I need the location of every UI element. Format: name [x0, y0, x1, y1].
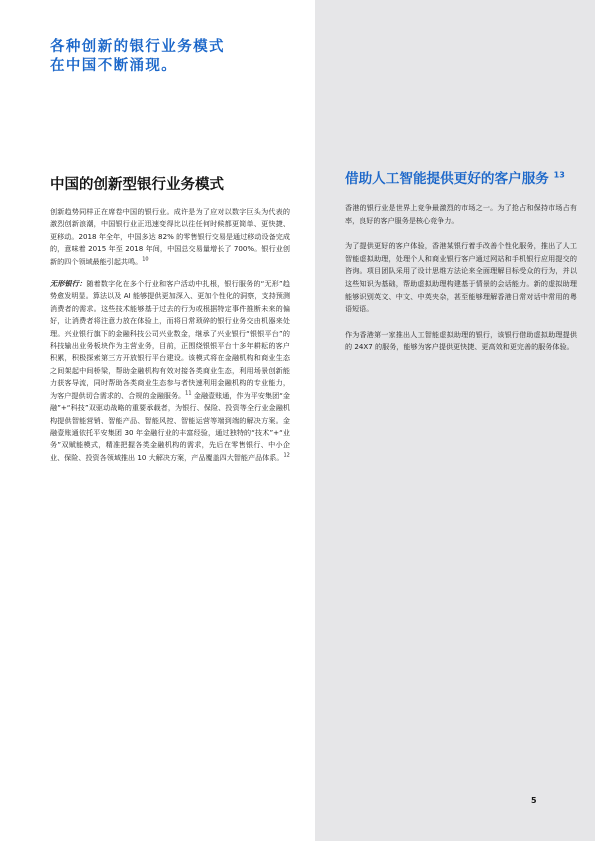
left-column [50, 176, 290, 464]
intro-text: 创新趋势同样正在席卷中国的银行业。成许是为了应对以数字巨头为代表的激烈创新浪潮，中国银行业正迅速变得比以往任何时候都更简单、更快捷、更移动。2018 年全年，中国多达 82% 的零售银行交易是通过移动设备完成的，意味着 2015 年至 2018 年间，中国总交易量增长了 700%。银行业创新的四个领域最能引起共鸣。 [50, 207, 290, 266]
page-number: 5 [531, 796, 537, 805]
sidebar-title [345, 170, 577, 188]
footnote-ref: 12 [283, 452, 290, 459]
page-headline [50, 38, 300, 76]
paragraph-text: 随着数字化在多个行业和客户活动中扎根，银行服务的“无形”趋势愈发明显。算法以及 AI 能够提供更加深入、更加个性化的洞察，支持预测消费者的需求。这些技术能够基于过去的行为或根据特定事件推断未来的偏好，让消费者将注意力放在体验上，而将日常琐碎的银行业务交由机器来处理。兴业银行旗下的金融科技公司兴业数金，继承了兴业银行“银银平台”的科技输出业务板块作为主营业务，目前，正围绕银银平台十多年耕耘的客户积累，积极探索第三方开放银行平台建设。该模式将在金融机构和商业生态之间架起中间桥梁，帮助金融机构有效对接各类商业生态，利用场景创新能力获客导流，同时帮助各类商业生态参与者快速利用金融机构的专业能力，为客户提供切合需求的、合规的金融服务。 [50, 279, 290, 400]
sidebar-title-text: 借助人工智能提供更好的客户服务 [345, 171, 549, 187]
section-title: 中国的创新型银行业务模式 [50, 177, 224, 193]
headline-line-1: 各种创新的银行业务模式 [50, 39, 225, 55]
footnote-ref: 10 [142, 256, 149, 263]
footnote-ref: 11 [185, 390, 192, 397]
paragraph-lead: 无形银行： [50, 279, 87, 289]
paragraph-text-continued: 金融壹账通，作为平安集团“金融”+“科技”双驱动战略的重要承载者，为银行、保险、投资等全行业金融机构提供智能营销、智能产品、智能风控、智能运营等端到端的解决方案。金融壹账通依托平安集团 30 年金融行业的丰富经验，通过独特的“技术”+“业务”双赋能模式，精准把握各类金融机构的需求，先后在零售银行、中小企业、保险、投资各领域推出 10 大解决方案，产品覆盖四大智能产品体系。 [50, 390, 290, 462]
intro-paragraph [50, 206, 290, 268]
invisible-banking-paragraph [50, 278, 290, 464]
sidebar-paragraph-3: 作为香港第一家推出人工智能虚拟助理的银行，该银行借助虚拟助理提供的 24X7 的服务，能够为客户提供更快捷、更高效和更完善的服务体验。 [345, 329, 577, 352]
footnote-ref: 13 [553, 170, 565, 180]
sidebar-paragraph-1: 香港的银行业是世界上竞争最激烈的市场之一。为了抢占和保持市场占有率，良好的客户服务是核心竞争力。 [345, 203, 577, 225]
sidebar-paragraph-2: 为了提供更好的客户体验，香港某银行着手改善个性化服务，推出了人工智能虚拟助理，处理个人和商业银行客户通过网站和手机银行应用提交的咨询。项目团队采用了设计思维方法论来全面理解目标受众的行为，并以这些知识为基础，帮助虚拟助理构建基于情景的会话能力。新的虚拟助理能够识别英文、中文、中英夹杂，甚至能够理解香港日常对话中常用的粤语短语。 [345, 241, 577, 314]
headline-line-2: 在中国不断涌现。 [50, 58, 178, 74]
sidebar-panel [315, 0, 595, 841]
right-column [345, 170, 577, 354]
